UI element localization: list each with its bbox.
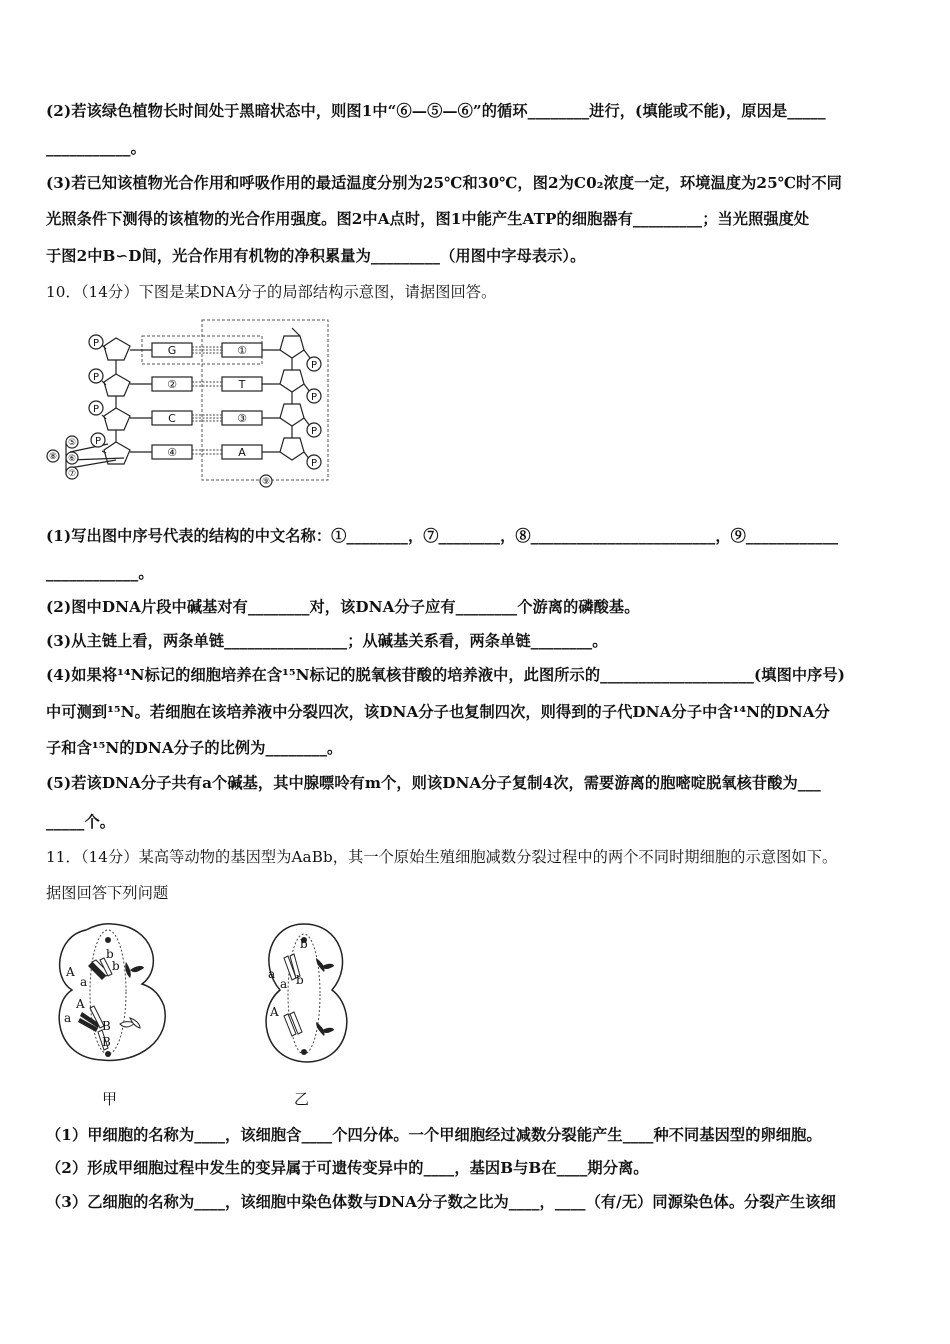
- gene-A: A: [76, 997, 85, 1011]
- gene-B: B: [102, 1035, 111, 1049]
- gene-a: a: [64, 1011, 72, 1025]
- cell-jia-label: 甲: [102, 1090, 118, 1108]
- phosphate-label: P: [310, 426, 318, 437]
- gene-b: b: [296, 973, 304, 987]
- q10-p4-line1: (4)如果将¹⁴N标记的细胞培养在含¹⁵N标记的脱氧核苷酸的培养液中，此图所示的____________________(填图中序号): [46, 666, 846, 684]
- gene-a: a: [268, 967, 276, 981]
- base-left-4: ④: [167, 446, 177, 459]
- base-right-4: A: [238, 446, 246, 459]
- dna-structure-diagram: [44, 314, 344, 490]
- cell-yi-label: 乙: [294, 1090, 310, 1108]
- gene-B: B: [102, 1019, 111, 1033]
- q10-p5-line1: (5)若该DNA分子共有a个碱基，其中腺嘌呤有m个，则该DNA分子复制4次，需要游离的胞嘧啶脱氧核苷酸为___: [46, 774, 821, 792]
- q10-p3: (3)从主链上看，两条单链________________；从碱基关系看，两条单链________。: [46, 632, 608, 650]
- base-left-2: ②: [167, 378, 177, 391]
- q9-p3-line3: 于图2中B∽D间，光合作用有机物的净积累量为_________（用图中字母表示）。: [46, 247, 586, 265]
- q11-intro-line1: 11．（14分）某高等动物的基因型为AaBb，其一个原始生殖细胞减数分裂过程中的两个不同时期细胞的示意图如下。: [46, 848, 838, 866]
- gene-A: A: [270, 1005, 279, 1019]
- phosphate-label: P: [92, 372, 100, 383]
- q9-p3-line2: 光照条件下测得的该植物的光合作用强度。图2中A点时，图1中能产生ATP的细胞器有_________；当光照强度处: [46, 210, 810, 228]
- gene-a: a: [80, 975, 88, 989]
- q10-p1-line2: ____________。: [46, 564, 154, 582]
- label-8: ⑧: [48, 452, 58, 462]
- q11-p3: （3）乙细胞的名称为____，该细胞中染色体数与DNA分子数之比为____，____（有/无）同源染色体。分裂产生该细: [46, 1193, 836, 1211]
- phosphate-label: P: [92, 338, 100, 349]
- label-9: ⑨: [261, 477, 271, 487]
- gene-A: A: [66, 965, 75, 979]
- base-right-1: ①: [237, 344, 247, 357]
- phosphate-label: P: [310, 458, 318, 469]
- gene-b: b: [300, 937, 308, 951]
- label-6: ⑥: [67, 454, 77, 464]
- q10-p2: (2)图中DNA片段中碱基对有________对，该DNA分子应有________个游离的磷酸基。: [46, 598, 640, 616]
- phosphate-label: P: [310, 360, 318, 371]
- q11-p1: （1）甲细胞的名称为____，该细胞含____个四分体。一个甲细胞经过减数分裂能产生____种不同基因型的卵细胞。: [46, 1126, 822, 1144]
- q11-p2: （2）形成甲细胞过程中发生的变异属于可遗传变异中的____，基因B与B在____期分离。: [46, 1159, 649, 1177]
- base-left-1: G: [167, 344, 177, 357]
- q9-p3-line1: (3)若已知该植物光合作用和呼吸作用的最适温度分别为25℃和30℃，图2为C0₂浓度一定，环境温度为25℃时不同: [46, 174, 842, 192]
- base-left-3: C: [168, 412, 176, 425]
- q10-p1-line1: (1)写出图中序号代表的结构的中文名称：①________，⑦________，⑧________________________，⑨____________: [46, 527, 839, 545]
- phosphate-label: P: [94, 436, 102, 447]
- q10-p4-line3: 子和含¹⁵N的DNA分子的比例为________。: [46, 739, 343, 757]
- q10-p4-line2: 中可测到¹⁵N。若细胞在该培养液中分裂四次，该DNA分子也复制四次，则得到的子代DNA分子中含¹⁴N的DNA分: [46, 703, 830, 721]
- label-7: ⑦: [67, 469, 77, 479]
- cell-yi-diagram: [250, 918, 360, 1068]
- label-5: ⑤: [67, 438, 77, 448]
- q11-intro-line2: 据图回答下列问题: [46, 884, 169, 902]
- gene-b: b: [106, 947, 114, 961]
- q10-intro: 10．（14分）下图是某DNA分子的局部结构示意图，请据图回答。: [46, 283, 497, 301]
- cell-jia-diagram: [46, 918, 176, 1068]
- base-right-3: ③: [237, 412, 247, 425]
- q10-p5-line2: _____个。: [46, 813, 116, 831]
- phosphate-label: P: [310, 392, 318, 403]
- phosphate-label: P: [92, 404, 100, 415]
- q9-p2-line2: ___________。: [46, 139, 146, 157]
- q9-p2-line1: (2)若该绿色植物长时间处于黑暗状态中，则图1中“⑥—⑤—⑥”的循环________进行，(填能或不能)，原因是_____: [46, 102, 826, 120]
- gene-b: b: [112, 959, 120, 973]
- gene-a: a: [280, 977, 288, 991]
- base-right-2: T: [238, 378, 246, 391]
